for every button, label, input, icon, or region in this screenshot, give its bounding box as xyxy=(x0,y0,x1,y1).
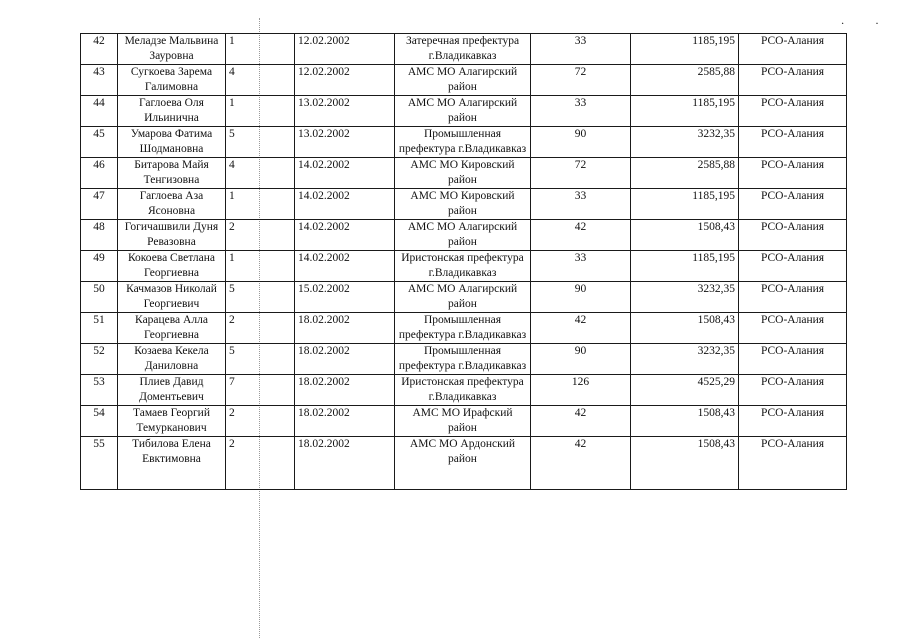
area-cell: 33 xyxy=(531,251,631,282)
row-number-cell: 43 xyxy=(81,65,118,96)
row-number-cell: 48 xyxy=(81,220,118,251)
row-number-cell: 55 xyxy=(81,437,118,490)
row-number-cell: 46 xyxy=(81,158,118,189)
recipient-name-cell: Меладзе Мальвина Зауровна xyxy=(118,34,226,65)
region-cell: РСО-Алания xyxy=(739,158,847,189)
family-size-cell: 2 xyxy=(226,220,295,251)
family-size-cell: 2 xyxy=(226,437,295,490)
table-row xyxy=(81,127,847,158)
area-cell: 126 xyxy=(531,375,631,406)
amount-cell: 1185,195 xyxy=(631,34,739,65)
area-cell: 33 xyxy=(531,34,631,65)
issuing-authority-cell: АМС МО Кировский район xyxy=(395,189,531,220)
row-number-cell: 53 xyxy=(81,375,118,406)
recipient-name-cell: Гогичашвили Дуня Ревазовна xyxy=(118,220,226,251)
family-size-cell: 1 xyxy=(226,96,295,127)
table-row xyxy=(81,96,847,127)
region-cell: РСО-Алания xyxy=(739,282,847,313)
table-row xyxy=(81,251,847,282)
amount-cell: 1508,43 xyxy=(631,406,739,437)
area-cell: 33 xyxy=(531,96,631,127)
table-row xyxy=(81,34,847,65)
area-cell: 42 xyxy=(531,220,631,251)
recipient-name-cell: Битарова Майя Тенгизовна xyxy=(118,158,226,189)
issuing-authority-cell: АМС МО Алагирский район xyxy=(395,282,531,313)
region-cell: РСО-Алания xyxy=(739,127,847,158)
family-size-cell: 1 xyxy=(226,189,295,220)
row-number-cell: 42 xyxy=(81,34,118,65)
amount-cell: 1508,43 xyxy=(631,313,739,344)
table-row xyxy=(81,344,847,375)
date-cell: 18.02.2002 xyxy=(295,313,395,344)
family-size-cell: 5 xyxy=(226,344,295,375)
date-cell: 15.02.2002 xyxy=(295,282,395,313)
recipient-name-cell: Гаглоева Оля Ильинична xyxy=(118,96,226,127)
issuing-authority-cell: Промышленная префектура г.Владикавказ xyxy=(395,313,531,344)
area-cell: 42 xyxy=(531,313,631,344)
row-number-cell: 44 xyxy=(81,96,118,127)
family-size-cell: 5 xyxy=(226,282,295,313)
recipient-name-cell: Гаглоева Аза Ясоновна xyxy=(118,189,226,220)
row-number-cell: 50 xyxy=(81,282,118,313)
date-cell: 18.02.2002 xyxy=(295,406,395,437)
region-cell: РСО-Алания xyxy=(739,96,847,127)
amount-cell: 1185,195 xyxy=(631,251,739,282)
registry-table-body xyxy=(81,34,847,490)
issuing-authority-cell: АМС МО Ардонский район xyxy=(395,437,531,490)
area-cell: 42 xyxy=(531,437,631,490)
table-row xyxy=(81,158,847,189)
region-cell: РСО-Алания xyxy=(739,313,847,344)
region-cell: РСО-Алания xyxy=(739,65,847,96)
area-cell: 90 xyxy=(531,344,631,375)
table-row xyxy=(81,65,847,96)
date-cell: 14.02.2002 xyxy=(295,251,395,282)
row-number-cell: 52 xyxy=(81,344,118,375)
recipient-name-cell: Козаева Кекела Даниловна xyxy=(118,344,226,375)
recipient-name-cell: Тибилова Елена Евктимовна xyxy=(118,437,226,490)
date-cell: 18.02.2002 xyxy=(295,437,395,490)
region-cell: РСО-Алания xyxy=(739,406,847,437)
date-cell: 14.02.2002 xyxy=(295,220,395,251)
table-row xyxy=(81,437,847,490)
row-number-cell: 47 xyxy=(81,189,118,220)
table-row xyxy=(81,313,847,344)
amount-cell: 1508,43 xyxy=(631,220,739,251)
region-cell: РСО-Алания xyxy=(739,189,847,220)
registry-table xyxy=(80,33,847,490)
region-cell: РСО-Алания xyxy=(739,251,847,282)
issuing-authority-cell: Иристонская префектура г.Владикавказ xyxy=(395,375,531,406)
row-number-cell: 51 xyxy=(81,313,118,344)
region-cell: РСО-Алания xyxy=(739,375,847,406)
date-cell: 12.02.2002 xyxy=(295,65,395,96)
date-cell: 13.02.2002 xyxy=(295,127,395,158)
issuing-authority-cell: Промышленная префектура г.Владикавказ xyxy=(395,127,531,158)
table-row xyxy=(81,220,847,251)
issuing-authority-cell: АМС МО Алагирский район xyxy=(395,65,531,96)
scan-artifact-marks: · · xyxy=(840,16,893,30)
recipient-name-cell: Сугкоева Зарема Галимовна xyxy=(118,65,226,96)
row-number-cell: 45 xyxy=(81,127,118,158)
family-size-cell: 5 xyxy=(226,127,295,158)
amount-cell: 1508,43 xyxy=(631,437,739,490)
family-size-cell: 1 xyxy=(226,34,295,65)
region-cell: РСО-Алания xyxy=(739,344,847,375)
area-cell: 42 xyxy=(531,406,631,437)
row-number-cell: 49 xyxy=(81,251,118,282)
recipient-name-cell: Карацева Алла Георгиевна xyxy=(118,313,226,344)
family-size-cell: 4 xyxy=(226,158,295,189)
area-cell: 72 xyxy=(531,65,631,96)
table-row xyxy=(81,406,847,437)
issuing-authority-cell: АМС МО Алагирский район xyxy=(395,96,531,127)
date-cell: 14.02.2002 xyxy=(295,189,395,220)
amount-cell: 3232,35 xyxy=(631,282,739,313)
amount-cell: 4525,29 xyxy=(631,375,739,406)
amount-cell: 1185,195 xyxy=(631,96,739,127)
date-cell: 18.02.2002 xyxy=(295,344,395,375)
date-cell: 13.02.2002 xyxy=(295,96,395,127)
issuing-authority-cell: Промышленная префектура г.Владикавказ xyxy=(395,344,531,375)
family-size-cell: 2 xyxy=(226,406,295,437)
region-cell: РСО-Алания xyxy=(739,34,847,65)
issuing-authority-cell: АМС МО Ирафский район xyxy=(395,406,531,437)
family-size-cell: 4 xyxy=(226,65,295,96)
area-cell: 72 xyxy=(531,158,631,189)
amount-cell: 1185,195 xyxy=(631,189,739,220)
amount-cell: 3232,35 xyxy=(631,344,739,375)
date-cell: 18.02.2002 xyxy=(295,375,395,406)
recipient-name-cell: Тамаев Георгий Темурканович xyxy=(118,406,226,437)
issuing-authority-cell: Затеречная префектура г.Владикавказ xyxy=(395,34,531,65)
row-number-cell: 54 xyxy=(81,406,118,437)
issuing-authority-cell: АМС МО Алагирский район xyxy=(395,220,531,251)
amount-cell: 2585,88 xyxy=(631,65,739,96)
family-size-cell: 7 xyxy=(226,375,295,406)
family-size-cell: 2 xyxy=(226,313,295,344)
region-cell: РСО-Алания xyxy=(739,437,847,490)
recipient-name-cell: Умарова Фатима Шодмановна xyxy=(118,127,226,158)
table-row xyxy=(81,189,847,220)
area-cell: 90 xyxy=(531,282,631,313)
issuing-authority-cell: Иристонская префектура г.Владикавказ xyxy=(395,251,531,282)
family-size-cell: 1 xyxy=(226,251,295,282)
amount-cell: 3232,35 xyxy=(631,127,739,158)
area-cell: 90 xyxy=(531,127,631,158)
table-row xyxy=(81,375,847,406)
amount-cell: 2585,88 xyxy=(631,158,739,189)
recipient-name-cell: Плиев Давид Доментьевич xyxy=(118,375,226,406)
date-cell: 12.02.2002 xyxy=(295,34,395,65)
issuing-authority-cell: АМС МО Кировский район xyxy=(395,158,531,189)
recipient-name-cell: Качмазов Николай Георгиевич xyxy=(118,282,226,313)
recipient-name-cell: Кокоева Светлана Георгиевна xyxy=(118,251,226,282)
region-cell: РСО-Алания xyxy=(739,220,847,251)
date-cell: 14.02.2002 xyxy=(295,158,395,189)
table-row xyxy=(81,282,847,313)
area-cell: 33 xyxy=(531,189,631,220)
